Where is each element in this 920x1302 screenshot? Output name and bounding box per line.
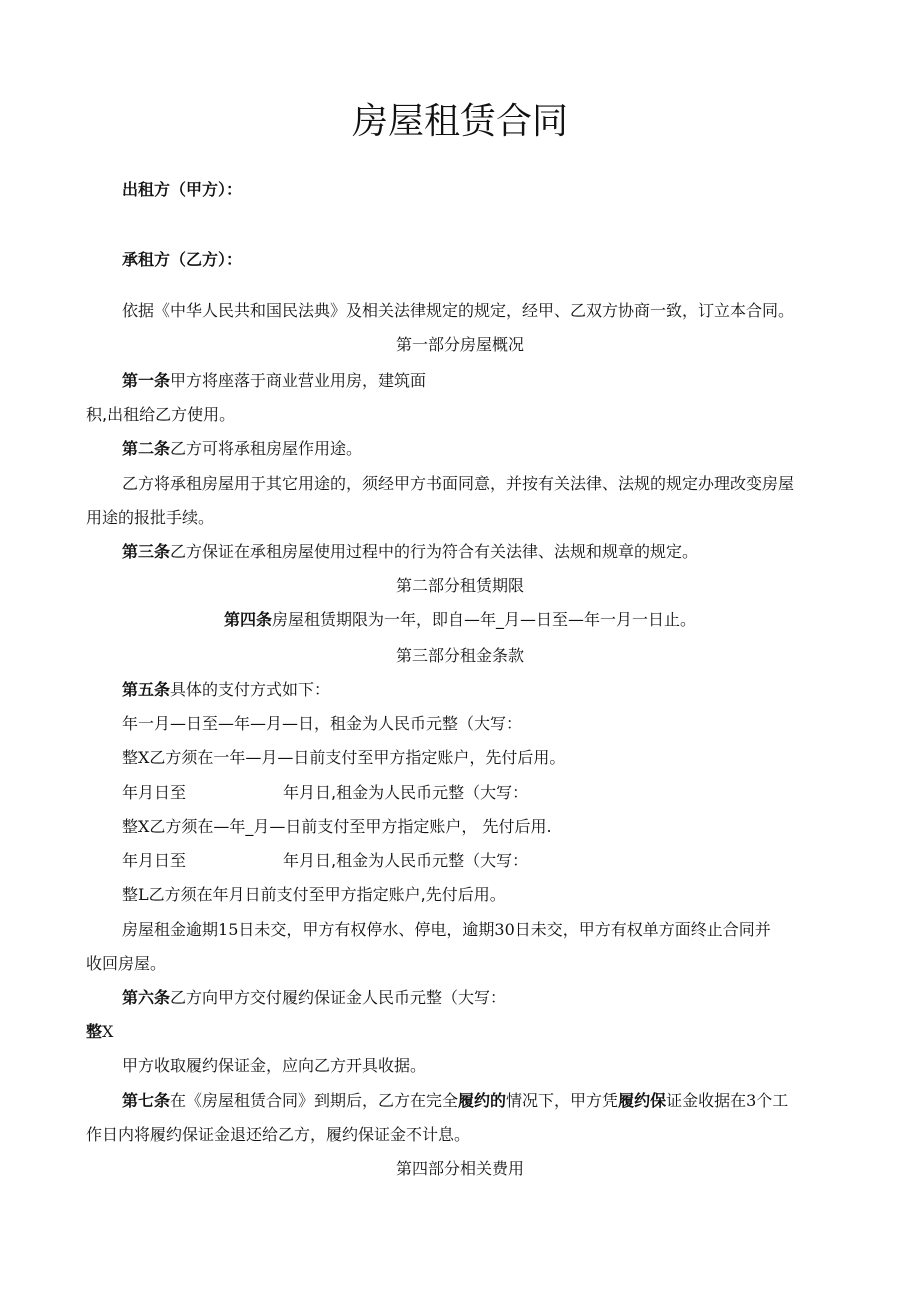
article-5-text: 具体的支付方式如下： — [170, 680, 331, 699]
payment-2-mark: X — [138, 817, 150, 836]
lessor-label: 出租方（甲方）： — [122, 180, 243, 199]
overdue-paragraph-line-2: 收回房屋。 — [86, 954, 167, 973]
overdue-text-b: 日未交，甲方有权停水、停电，逾期 — [238, 920, 495, 939]
payment-3-period-end: 年月日,租金为人民币元整（大写： — [283, 851, 529, 870]
article-5 — [122, 680, 330, 700]
article-7-bold-2: 履约保 — [618, 1091, 667, 1110]
part3-heading: 第三部分租金条款 — [395, 646, 524, 665]
article-2-label: 第二条 — [122, 439, 171, 458]
article-7 — [122, 1091, 788, 1111]
payment-3-period-start: 年月日至 — [122, 851, 187, 870]
article-6-label: 第六条 — [122, 988, 171, 1007]
article-7-bold-1: 履约的 — [458, 1091, 507, 1110]
overdue-days-2: 30 — [494, 920, 515, 939]
article-6-prefix: 整 — [86, 1022, 103, 1041]
payment-2-prefix: 整 — [122, 817, 139, 836]
article-1-text: 甲方将座落于商业营业用房，建筑面 — [170, 371, 427, 390]
payment-3-text: 乙方须在年月日前支付至甲方指定账户,先付后用。 — [148, 885, 506, 904]
payment-2-terms — [122, 817, 552, 837]
article-1-label: 第一条 — [122, 371, 171, 390]
article-7-text-3: 证金收据在 — [666, 1091, 747, 1110]
deposit-receipt-paragraph: 甲方收取履约保证金，应向乙方开具收据。 — [122, 1056, 427, 1075]
payment-2-period-end: 年月日,租金为人民币元整（大写： — [283, 783, 529, 802]
payment-2-text: 乙方须在—年_月—日前支付至甲方指定账户， 先付后用. — [149, 817, 552, 836]
overdue-paragraph-line-1 — [122, 920, 771, 940]
payment-3-prefix: 整 — [122, 885, 139, 904]
article-7-continuation: 作日内将履约保证金退还给乙方，履约保证金不计息。 — [86, 1125, 471, 1144]
article-1-continuation: 积,出租给乙方使用。 — [86, 405, 236, 424]
article-6-mark: X — [102, 1022, 114, 1041]
payment-1-period: 年一月—日至—年—月—日，租金为人民币元整（大写： — [122, 714, 523, 733]
payment-2-period-start: 年月日至 — [122, 783, 187, 802]
payment-1-text: 乙方须在一年—月—日前支付至甲方指定账户，先付后用。 — [149, 748, 566, 767]
overdue-text-a: 房屋租金逾期 — [122, 920, 219, 939]
payment-3-terms — [122, 885, 506, 905]
article-7-text-2: 情况下，甲方凭 — [506, 1091, 619, 1110]
article-4 — [0, 610, 920, 630]
article-7-text-1: 在《房屋租赁合同》到期后，乙方在完全 — [170, 1091, 459, 1110]
article-5-label: 第五条 — [122, 680, 171, 699]
article-7-text-4: 个工 — [756, 1091, 789, 1110]
payment-1-mark: X — [138, 748, 150, 767]
part1-heading: 第一部分房屋概况 — [395, 335, 524, 354]
use-paragraph-line-2: 用途的报批手续。 — [86, 508, 215, 527]
part4-heading: 第四部分相关费用 — [395, 1159, 524, 1178]
article-3-text: 乙方保证在承租房屋使用过程中的行为符合有关法律、法规和规章的规定。 — [170, 542, 699, 561]
payment-3-mark: L — [138, 885, 149, 904]
lessee-label: 承租方（乙方）： — [122, 250, 243, 269]
article-3 — [122, 542, 698, 562]
article-7-label: 第七条 — [122, 1091, 171, 1110]
article-4-text: 房屋租赁期限为一年，即自—年_月—日至—年一月一日止。 — [272, 610, 697, 629]
payment-1-prefix: 整 — [122, 748, 139, 767]
article-6-continuation — [86, 1022, 113, 1042]
article-7-days: 3 — [746, 1091, 757, 1110]
article-6 — [122, 988, 506, 1008]
basis-paragraph: 依据《中华人民共和国民法典》及相关法律规定的规定，经甲、乙双方协商一致，订立本合同。 — [122, 301, 795, 320]
article-3-label: 第三条 — [122, 542, 171, 561]
document-title: 房屋租赁合同 — [351, 101, 568, 142]
overdue-text-c: 日未交，甲方有权单方面终止合同并 — [514, 920, 771, 939]
article-6-text: 乙方向甲方交付履约保证金人民币元整（大写： — [170, 988, 507, 1007]
overdue-days-1: 15 — [218, 920, 239, 939]
article-1 — [122, 371, 426, 391]
article-2 — [122, 439, 362, 459]
article-4-label: 第四条 — [223, 610, 272, 629]
use-paragraph-line-1: 乙方将承租房屋用于其它用途的，须经甲方书面同意，并按有关法律、法规的规定办理改变房屋 — [122, 474, 795, 493]
article-2-text: 乙方可将承租房屋作用途。 — [170, 439, 363, 458]
part2-heading: 第二部分租赁期限 — [395, 576, 524, 595]
payment-1-terms — [122, 748, 565, 768]
